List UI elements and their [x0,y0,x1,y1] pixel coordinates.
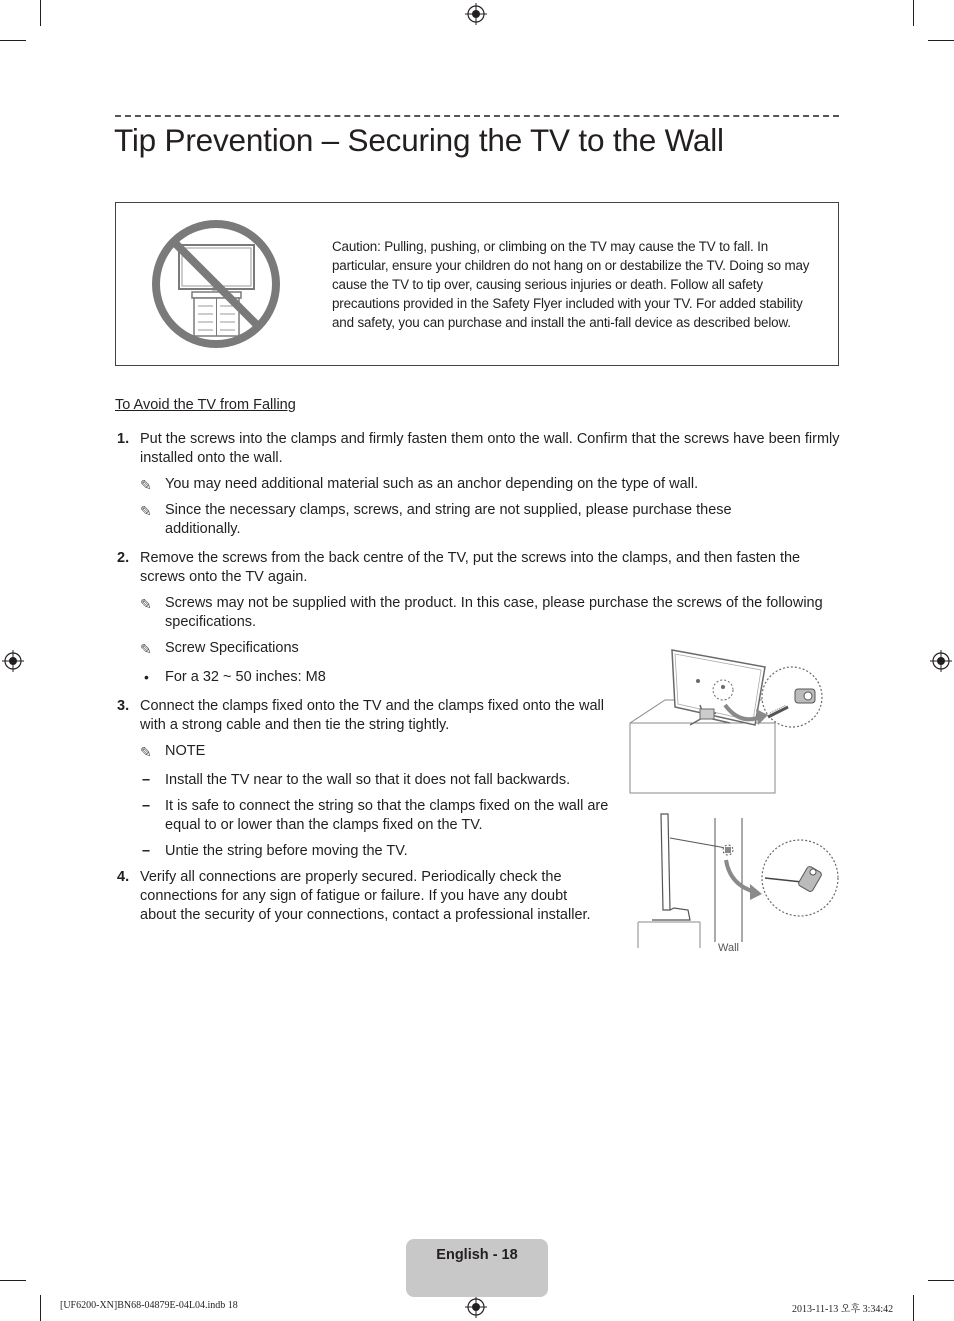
bullet-dot: • [144,669,149,685]
dash-marker: – [142,772,151,788]
step-text: Verify all connections are properly secured. Periodically check the connections for any sign of fatigue or failure. If you have any doubt about the security of your connections, contact a professional installer. [140,869,591,923]
registration-mark-bottom-icon [465,1296,487,1318]
section-heading: To Avoid the TV from Falling [115,397,296,413]
note-pencil-icon: ✎ [140,744,152,760]
note-label: NOTE [165,743,206,759]
registration-mark-right-icon [930,650,952,672]
registration-mark-top-icon [465,3,487,25]
caution-text: Caution: Pulling, pushing, or climbing on the TV may cause the TV to fall. In particular, ensure your children do not hang on or destabilize the TV. Doing so may cause the TV to tip over, causing serious injuries or death. Follow all safety precautions provided in the Safety Flyer included with your TV. For added stability and safety, you can purchase and install the anti-fall device as described below. [332,239,810,330]
step-text: Remove the screws from the back centre of the TV, put the screws into the clamps, and then fasten the screws onto the TV again. [140,550,801,585]
note-item: It is safe to connect the string so that the clamps fixed on the wall are equal to or lower than the clamps fixed on the TV. [165,798,609,833]
step-note: Screws may not be supplied with the product. In this case, please purchase the screws of the following specifications. [165,595,823,630]
title-divider [115,115,839,117]
no-tv-on-stand-icon [150,218,282,350]
note-item: Untie the string before moving the TV. [165,843,408,859]
dash-marker: – [142,798,151,814]
step-number: 1. [117,431,130,447]
tv-wall-side-illustration [630,810,840,950]
step-note: You may need additional material such as an anchor depending on the type of wall. [165,476,699,492]
step-number: 3. [117,698,130,714]
page-title: Tip Prevention – Securing the TV to the Wall [114,122,724,158]
note-item: Install the TV near to the wall so that it does not fall backwards. [165,772,571,788]
step-note: Screw Specifications [165,640,299,656]
step-number: 2. [117,550,130,566]
print-slug-right: 2013-11-13 오후 3:34:42 [792,1304,894,1315]
step-text: Put the screws into the clamps and firmly fasten them onto the wall. Confirm that the screws have been firmly installed onto the wall. [140,431,840,466]
step-number: 4. [117,869,130,885]
print-slug-left: [UF6200-XN]BN68-04879E-04L04.indb 18 [60,1300,238,1311]
screw-spec: For a 32 ~ 50 inches: M8 [165,669,326,685]
note-pencil-icon: ✎ [140,477,152,493]
step-note: Since the necessary clamps, screws, and string are not supplied, please purchase these additionally. [165,502,732,537]
wall-label: Wall [718,942,739,954]
page-number: English - 18 [436,1247,518,1263]
note-pencil-icon: ✎ [140,503,152,519]
dash-marker: – [142,843,151,859]
note-pencil-icon: ✎ [140,641,152,657]
registration-mark-left-icon [2,650,24,672]
step-text: Connect the clamps fixed onto the TV and the clamps fixed onto the wall with a strong cable and then tie the string tightly. [140,698,604,733]
tv-clamp-illustration [620,645,830,797]
note-pencil-icon: ✎ [140,596,152,612]
